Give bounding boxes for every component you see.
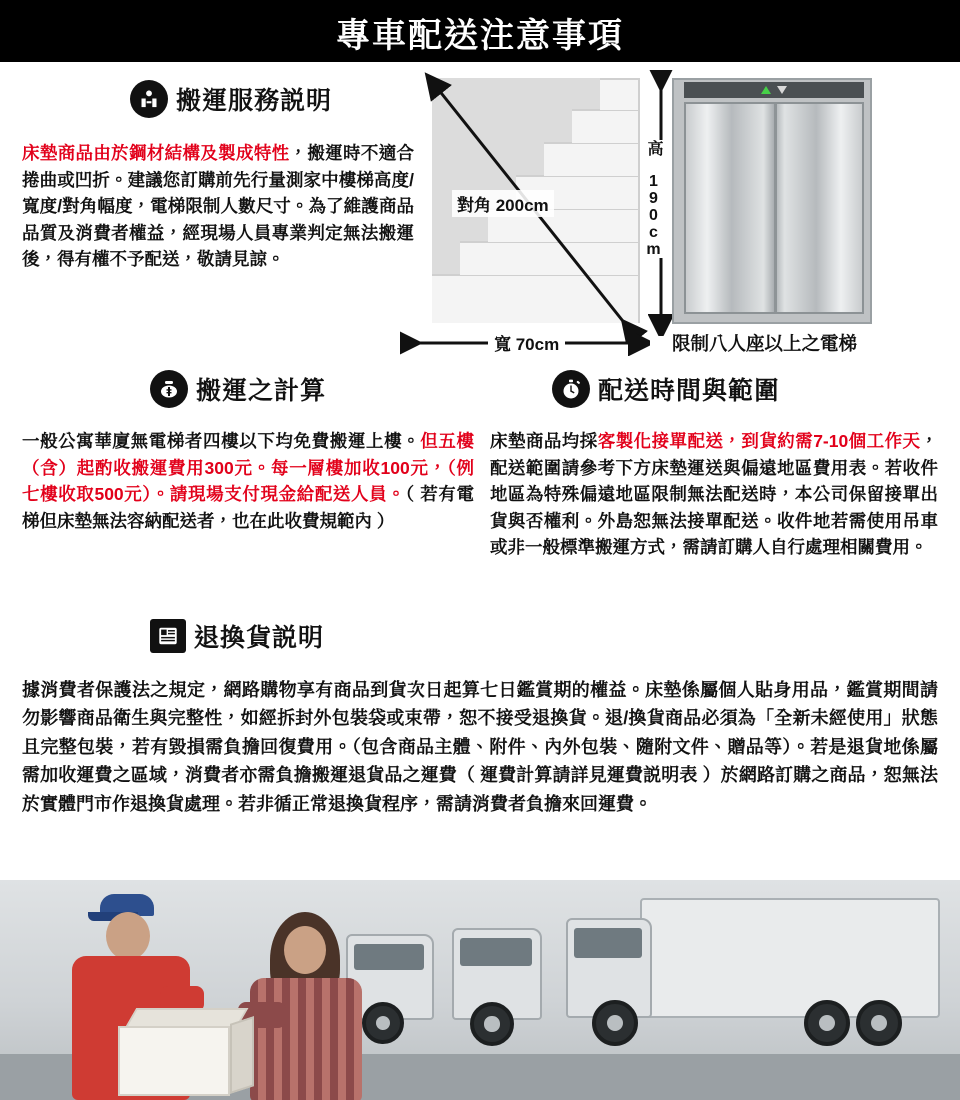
page-title: 專車配送注意事項 <box>336 17 624 55</box>
truck-wheel <box>804 1000 850 1046</box>
section-heading-returns <box>150 618 324 654</box>
delivery-service-text-rest: ，搬運時不適合捲曲或凹折。建議您訂購前先行量測家中樓梯高度/寬度/對角幅度，電梯限制人數尺寸。為了維護商品品質及消費者權益，經現場人員專業判定無法搬運後，得有權不予配送，敬請見諒。 <box>22 143 414 270</box>
truck-wheel <box>592 1000 638 1046</box>
section-title-delivery-time: 配送時間與範圍 <box>598 377 781 405</box>
delivery-photo <box>0 880 960 1100</box>
delivery-service-text <box>22 140 414 273</box>
hand-carry-icon <box>130 80 168 118</box>
section-title-returns: 退換貨説明 <box>194 624 325 652</box>
section-title-delivery-service: 搬運服務説明 <box>176 87 333 115</box>
package-box-side <box>230 1016 254 1094</box>
elevator-figure <box>672 78 872 324</box>
delivery-time-text-black-2: ，配送範圍請參考下方床墊運送與偏遠地區費用表。若收件地區為特殊偏遠地區限制無法配送時，本公司保留接單出貨與否權利。外島恕無法接單配送。收件地若需使用吊車或非一般標準搬運方式，需請訂購人自行處理相關費用。 <box>490 431 938 558</box>
document-list-icon <box>150 619 186 653</box>
width-label: 寬 70cm <box>488 330 565 355</box>
delivery-time-text <box>490 428 938 561</box>
diagonal-label: 對角 200cm <box>452 190 554 217</box>
truck-wheel <box>362 1002 404 1044</box>
carry-fee-text-black-1: 一般公寓華廈無電梯者四樓以下均免費搬運上樓。 <box>22 431 421 451</box>
person-head <box>106 912 150 960</box>
height-label: 高 190cm <box>642 140 665 258</box>
package-box-front <box>118 1026 230 1096</box>
trailer-windshield <box>574 928 642 958</box>
section-heading-delivery-time <box>552 370 780 408</box>
elevator-doors <box>684 102 864 314</box>
returns-text: 據消費者保護法之規定，網路購物享有商品到貨次日起算七日鑑賞期的權益。床墊係屬個人貼身用品，鑑賞期間請勿影響商品衛生與完整性，如經拆封外包裝袋或束帶，恕不接受退換貨。退/換貨商品必須為「全新未經使用」狀態且完整包裝，若有毀損需負擔回復費用。（包含商品主體、附件、內外包裝、隨附文件、贈品等）。若是退貨地係屬需加收運費之區域，消費者亦需負擔搬運退貨品之運費（ 運費計算請詳見運費説明表 ）於網路訂購之商品，恕無法於實體門市作退換貨處理。若非循正常退換貨程序，需請消費者負擔來回運費。 <box>22 680 938 814</box>
customer-person <box>246 912 366 1100</box>
truck-wheel <box>470 1002 514 1046</box>
elevator-indicator-panel <box>684 82 864 98</box>
delivery-time-text-black-1: 床墊商品均採 <box>490 431 598 451</box>
carry-fee-text-red: 但五樓（含）起酌收搬運費用300元。每一層樓加收100元，（例七樓收取500元）。請現場支付現金給配送人員。 <box>22 431 475 505</box>
delivery-service-text-red: 床墊商品由於鋼材結構及製成特性 <box>22 143 290 163</box>
money-bag-icon <box>150 370 188 408</box>
carry-fee-text-black-2: （ 若有電梯但床墊無法容納配送者，也在此收費規範內 ） <box>22 484 474 531</box>
section-heading-carry-fee <box>150 370 326 408</box>
person-torso <box>250 978 362 1100</box>
stopwatch-icon <box>552 370 590 408</box>
section-heading-delivery-service <box>130 80 332 118</box>
carry-fee-text <box>22 428 474 534</box>
truck-windshield <box>460 938 532 966</box>
truck-wheel <box>856 1000 902 1046</box>
delivery-time-text-red: 客製化接單配送，到貨約需7-10個工作天 <box>597 431 921 451</box>
trailer-body <box>640 898 940 1018</box>
elevator-caption: 限制八人座以上之電梯 <box>672 333 858 354</box>
person-head <box>284 926 326 974</box>
elevator-down-arrow-icon <box>777 86 787 94</box>
elevator-up-arrow-icon <box>761 86 771 94</box>
section-title-carry-fee: 搬運之計算 <box>196 377 327 405</box>
